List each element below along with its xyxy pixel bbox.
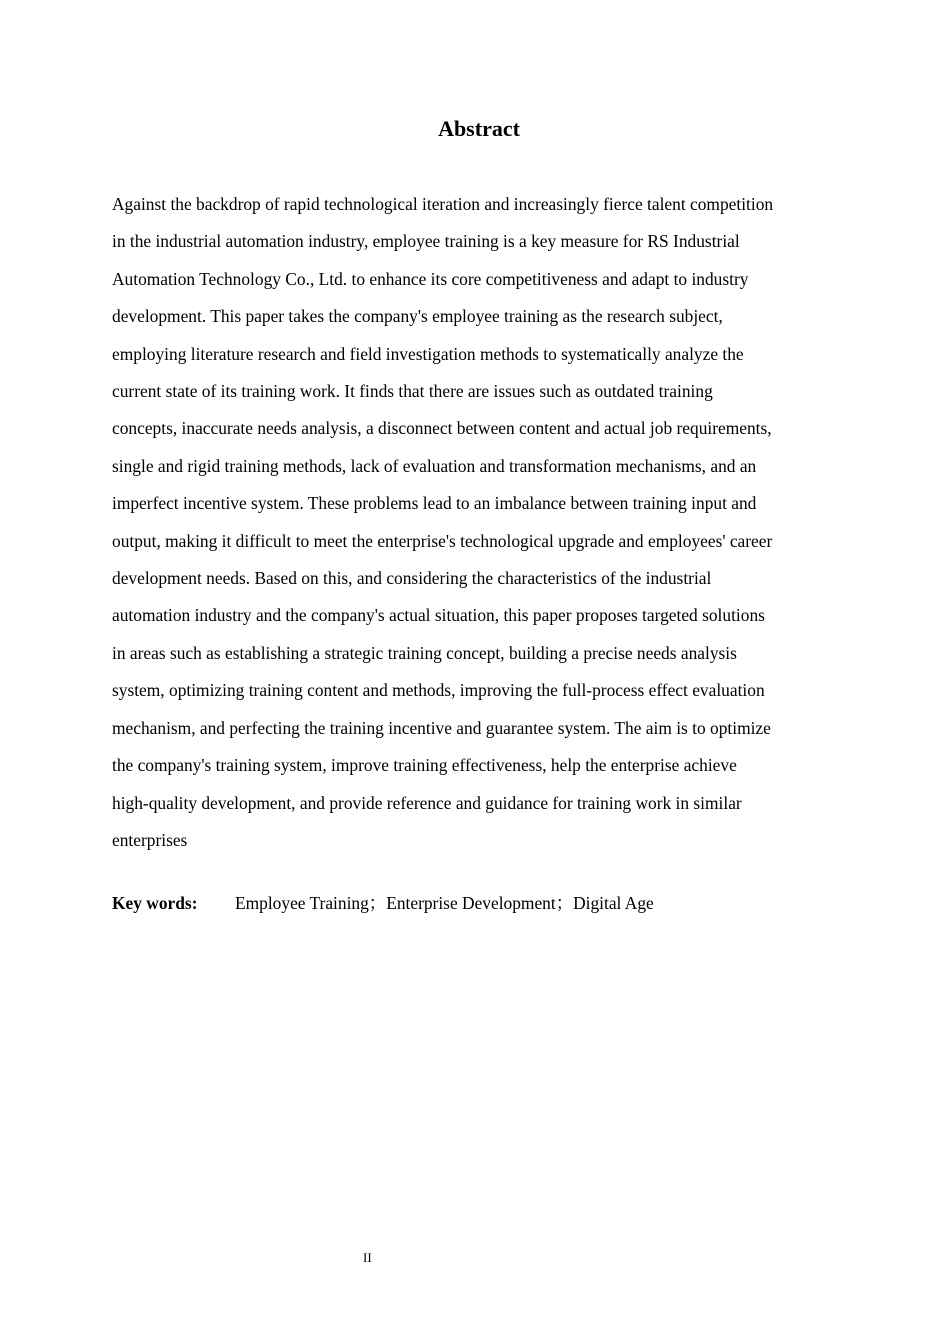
body-line: concepts, inaccurate needs analysis, a disconnect between content and actual job requirements, <box>112 418 772 439</box>
body-line: enterprises <box>112 829 188 850</box>
body-line: single and rigid training methods, lack of evaluation and transformation mechanisms, and an <box>112 455 757 476</box>
body-line: mechanism, and perfecting the training incentive and guarantee system. The aim is to optimize <box>112 717 771 738</box>
body-line: in the industrial automation industry, employee training is a key measure for RS Industrial <box>112 231 740 252</box>
body-line: Automation Technology Co., Ltd. to enhance its core competitiveness and adapt to industry <box>112 268 749 289</box>
keywords-label: Key words: <box>112 893 198 913</box>
abstract-title: Abstract <box>438 116 520 141</box>
keywords-value: Employee Training；Enterprise Development；Digital Age <box>235 893 654 913</box>
body-line: system, optimizing training content and methods, improving the full-process effect evaluation <box>112 680 765 701</box>
keywords <box>112 889 654 917</box>
body-line: high-quality development, and provide reference and guidance for training work in similar <box>112 792 742 813</box>
body-line: the company's training system, improve training effectiveness, help the enterprise achieve <box>112 755 737 776</box>
body-line: in areas such as establishing a strategic training concept, building a precise needs analysis <box>112 642 737 663</box>
page-number: II <box>363 1250 372 1265</box>
body-line: imperfect incentive system. These problems lead to an imbalance between training input and <box>112 493 757 514</box>
body-line: output, making it difficult to meet the enterprise's technological upgrade and employees' career <box>112 530 773 551</box>
body-line: development needs. Based on this, and considering the characteristics of the industrial <box>112 568 712 589</box>
body-line: employing literature research and field investigation methods to systematically analyze the <box>112 343 744 364</box>
body-line: automation industry and the company's actual situation, this paper proposes targeted solutions <box>112 605 765 626</box>
abstract-body <box>112 186 847 859</box>
body-line: Against the backdrop of rapid technological iteration and increasingly fierce talent competition <box>112 194 774 214</box>
body-line: current state of its training work. It finds that there are issues such as outdated training <box>112 381 713 402</box>
body-line: development. This paper takes the company's employee training as the research subject, <box>112 306 723 327</box>
